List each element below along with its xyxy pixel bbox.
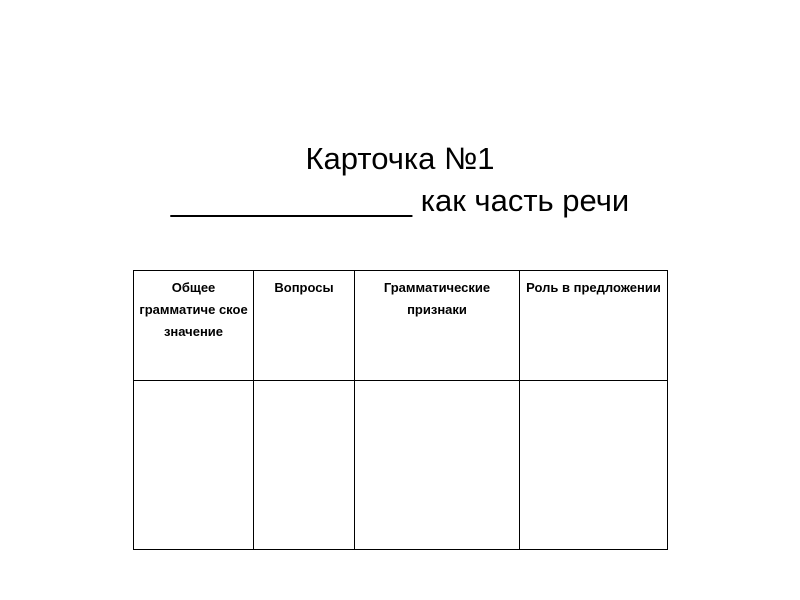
- header-questions-label: Вопросы: [274, 280, 334, 295]
- cell-questions: [254, 381, 355, 550]
- header-general-meaning: [134, 271, 254, 381]
- card-title: [0, 138, 800, 222]
- header-grammatical-features: [355, 271, 520, 381]
- analysis-table: [133, 270, 668, 550]
- header-grammatical-features-label: Грамматические признаки: [383, 280, 491, 317]
- header-sentence-role-label: Роль в предложении: [526, 280, 661, 295]
- header-general-meaning-label: Общее грамматиче ское значение: [139, 280, 248, 339]
- table-row: [134, 381, 668, 550]
- card-title-line-2: ______________ как часть речи: [170, 183, 630, 218]
- table-header-row: [134, 271, 668, 381]
- cell-general-meaning: [134, 381, 254, 550]
- header-sentence-role: [520, 271, 668, 381]
- card-title-line-1: Карточка №1: [305, 141, 495, 176]
- cell-grammatical-features: [355, 381, 520, 550]
- header-questions: [254, 271, 355, 381]
- cell-sentence-role: [520, 381, 668, 550]
